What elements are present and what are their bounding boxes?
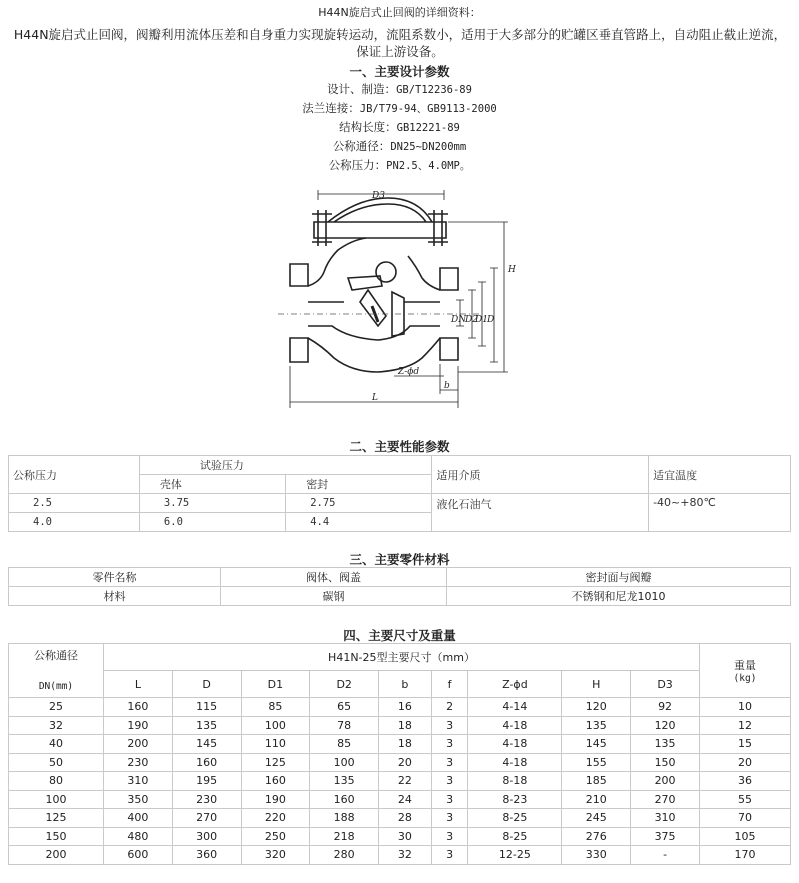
seal-cell: 2.75 — [286, 494, 432, 513]
table-cell: 150 — [9, 827, 104, 846]
column-header: L — [104, 671, 173, 698]
dimensions-table — [8, 643, 791, 865]
param-label: 公称压力： — [328, 158, 387, 172]
table-cell: 36 — [700, 772, 791, 791]
table-cell: 195 — [172, 772, 241, 791]
table-cell: 400 — [104, 809, 173, 828]
table-cell: 218 — [310, 827, 379, 846]
table-row — [9, 790, 791, 809]
column-header: b — [379, 671, 432, 698]
table-cell: 12-25 — [468, 846, 562, 865]
dim-label-zphid: Z-ϕd — [398, 367, 420, 377]
table-cell: 155 — [562, 753, 631, 772]
table-cell: 350 — [104, 790, 173, 809]
table-cell: 245 — [562, 809, 631, 828]
header-temperature: 适宜温度 — [649, 456, 791, 494]
table-cell: 8-18 — [468, 772, 562, 791]
body-material: 碳钢 — [221, 587, 447, 606]
param-value: DN25~DN200mm — [390, 141, 467, 153]
table-cell: 170 — [700, 846, 791, 865]
dim-label-d1: D1 — [475, 315, 488, 325]
intro-paragraph: H44N旋启式止回阀，阀瓣利用流体压差和自身重力实现旋转运动，流阻系数小，适用于大多部分的贮罐区垂直管路上，自动阻止截止逆流，保证上游设备。 — [13, 27, 787, 59]
table-cell: 190 — [241, 790, 310, 809]
dimensions-column-header-row — [9, 671, 791, 698]
valve-cross-section-drawing — [268, 186, 528, 414]
table-cell: 375 — [631, 827, 700, 846]
table-cell: 4-18 — [468, 753, 562, 772]
table-cell: 210 — [562, 790, 631, 809]
table-cell: 145 — [172, 735, 241, 754]
header-test-pressure: 试验压力 — [139, 456, 432, 475]
table-cell: 3 — [431, 716, 468, 735]
table-cell: 188 — [310, 809, 379, 828]
table-row — [9, 809, 791, 828]
param-label: 设计、制造： — [327, 82, 397, 96]
table-cell: 480 — [104, 827, 173, 846]
table-cell: 8-25 — [468, 809, 562, 828]
table-cell: 145 — [562, 735, 631, 754]
table-cell: 20 — [379, 753, 432, 772]
design-param-row — [0, 119, 799, 135]
shell-cell: 3.75 — [139, 494, 285, 513]
table-cell: 70 — [700, 809, 791, 828]
design-param-row — [0, 138, 799, 154]
performance-heading: 二、主要性能参数 — [349, 439, 450, 454]
table-cell: 160 — [104, 698, 173, 717]
dim-label-d: D — [487, 315, 495, 325]
table-cell: 55 — [700, 790, 791, 809]
table-cell: 40 — [9, 735, 104, 754]
table-cell: 24 — [379, 790, 432, 809]
header-weight-label: 重量 — [734, 659, 756, 672]
table-cell: 8-23 — [468, 790, 562, 809]
column-header: Z-ϕd — [468, 671, 562, 698]
param-value: GB12221-89 — [396, 122, 460, 134]
table-cell: 3 — [431, 790, 468, 809]
table-cell: 92 — [631, 698, 700, 717]
table-cell: 310 — [631, 809, 700, 828]
table-cell: 115 — [172, 698, 241, 717]
param-value: JB/T79-94、GB9113-2000 — [359, 103, 497, 115]
table-cell: 135 — [172, 716, 241, 735]
table-cell: 85 — [241, 698, 310, 717]
pressure-cell: 4.0 — [9, 513, 140, 532]
table-cell: 20 — [700, 753, 791, 772]
table-cell: 3 — [431, 753, 468, 772]
part-seal-label: 密封面与阀瓣 — [447, 568, 791, 587]
table-cell: 220 — [241, 809, 310, 828]
table-cell: 330 — [562, 846, 631, 865]
table-cell: 4-14 — [468, 698, 562, 717]
seal-cell: 4.4 — [286, 513, 432, 532]
table-cell: 200 — [631, 772, 700, 791]
dim-label-d3: D3 — [372, 191, 385, 201]
table-cell: 3 — [431, 772, 468, 791]
table-cell: 200 — [104, 735, 173, 754]
table-cell: 65 — [310, 698, 379, 717]
table-cell: 3 — [431, 827, 468, 846]
param-label: 公称通径： — [332, 139, 391, 153]
table-cell: 300 — [172, 827, 241, 846]
table-cell: 360 — [172, 846, 241, 865]
table-row — [9, 698, 791, 717]
table-cell: 270 — [172, 809, 241, 828]
pressure-cell: 2.5 — [9, 494, 140, 513]
dim-label-b: b — [444, 381, 450, 391]
table-cell: 32 — [379, 846, 432, 865]
table-cell: 190 — [104, 716, 173, 735]
table-cell: 125 — [241, 753, 310, 772]
header-medium: 适用介质 — [432, 456, 649, 494]
table-cell: 4-18 — [468, 735, 562, 754]
column-header: H — [562, 671, 631, 698]
design-param-row — [0, 81, 799, 97]
table-cell: 3 — [431, 809, 468, 828]
header-nominal-pressure: 公称压力 — [9, 456, 140, 494]
shell-cell: 6.0 — [139, 513, 285, 532]
header-dn-unit: DN(mm) — [38, 681, 74, 692]
dim-label-dn: DN — [451, 315, 467, 325]
table-cell: 22 — [379, 772, 432, 791]
param-value: GB/T12236-89 — [396, 84, 472, 96]
table-cell: 600 — [104, 846, 173, 865]
table-cell: 110 — [241, 735, 310, 754]
design-heading: 一、主要设计参数 — [349, 64, 450, 79]
table-cell: 8-25 — [468, 827, 562, 846]
table-cell: 50 — [9, 753, 104, 772]
design-param-row — [0, 100, 799, 116]
table-cell: 280 — [310, 846, 379, 865]
header-shell: 壳体 — [139, 475, 285, 494]
table-cell: 276 — [562, 827, 631, 846]
header-seal: 密封 — [286, 475, 432, 494]
design-param-row — [0, 157, 799, 173]
performance-table — [8, 455, 791, 532]
table-cell: 135 — [631, 735, 700, 754]
table-cell: 85 — [310, 735, 379, 754]
table-row — [9, 772, 791, 791]
table-cell: 10 — [700, 698, 791, 717]
table-cell: 105 — [700, 827, 791, 846]
table-cell: 160 — [241, 772, 310, 791]
page-title: H44N旋启式止回阀的详细资料： — [318, 6, 481, 19]
table-cell: 28 — [379, 809, 432, 828]
table-row — [9, 846, 791, 865]
material-label: 材料 — [9, 587, 221, 606]
table-cell: 160 — [310, 790, 379, 809]
table-cell: 4-18 — [468, 716, 562, 735]
header-size-group: H41N-25型主要尺寸（mm） — [104, 644, 700, 671]
temperature-cell: -40~+80℃ — [649, 494, 791, 532]
table-cell: 12 — [700, 716, 791, 735]
table-cell: 100 — [310, 753, 379, 772]
part-body-label: 阀体、阀盖 — [221, 568, 447, 587]
table-cell: 80 — [9, 772, 104, 791]
header-weight — [700, 644, 791, 698]
table-cell: 160 — [172, 753, 241, 772]
table-cell: 32 — [9, 716, 104, 735]
table-cell: 185 — [562, 772, 631, 791]
table-cell: 135 — [562, 716, 631, 735]
table-row — [9, 753, 791, 772]
table-cell: 100 — [241, 716, 310, 735]
table-cell: 78 — [310, 716, 379, 735]
table-row — [9, 827, 791, 846]
table-cell: 150 — [631, 753, 700, 772]
table-cell: 250 — [241, 827, 310, 846]
table-cell: 320 — [241, 846, 310, 865]
parts-table — [8, 567, 791, 606]
dimensions-body — [9, 698, 791, 865]
table-cell: 230 — [172, 790, 241, 809]
dim-label-d2: D2 — [465, 315, 478, 325]
table-cell: 25 — [9, 698, 104, 717]
param-label: 结构长度： — [339, 120, 397, 134]
table-cell: 18 — [379, 716, 432, 735]
header-dn — [9, 644, 104, 698]
table-row — [9, 716, 791, 735]
medium-cell: 液化石油气 — [432, 494, 649, 532]
dimensions-heading: 四、主要尺寸及重量 — [343, 628, 456, 643]
table-cell: 30 — [379, 827, 432, 846]
table-row — [9, 735, 791, 754]
column-header: f — [431, 671, 468, 698]
table-cell: 120 — [631, 716, 700, 735]
table-cell: - — [631, 846, 700, 865]
dim-label-h: H — [508, 265, 516, 275]
table-cell: 310 — [104, 772, 173, 791]
table-cell: 230 — [104, 753, 173, 772]
table-cell: 120 — [562, 698, 631, 717]
table-cell: 16 — [379, 698, 432, 717]
parts-heading: 三、主要零件材料 — [349, 552, 450, 567]
table-cell: 3 — [431, 735, 468, 754]
table-cell: 3 — [431, 846, 468, 865]
table-cell: 200 — [9, 846, 104, 865]
column-header: D2 — [310, 671, 379, 698]
table-cell: 135 — [310, 772, 379, 791]
table-cell: 2 — [431, 698, 468, 717]
table-cell: 270 — [631, 790, 700, 809]
dim-label-l: L — [372, 393, 378, 403]
table-cell: 125 — [9, 809, 104, 828]
param-label: 法兰连接： — [302, 101, 360, 115]
header-weight-unit: (kg) — [733, 673, 757, 684]
table-cell: 15 — [700, 735, 791, 754]
column-header: D1 — [241, 671, 310, 698]
seal-material: 不锈钢和尼龙1010 — [447, 587, 791, 606]
table-cell: 18 — [379, 735, 432, 754]
column-header: D3 — [631, 671, 700, 698]
header-dn-label: 公称通径 — [34, 649, 78, 662]
table-cell: 100 — [9, 790, 104, 809]
part-name-label: 零件名称 — [9, 568, 221, 587]
column-header: D — [172, 671, 241, 698]
param-value: PN2.5、4.0MP。 — [386, 160, 471, 172]
